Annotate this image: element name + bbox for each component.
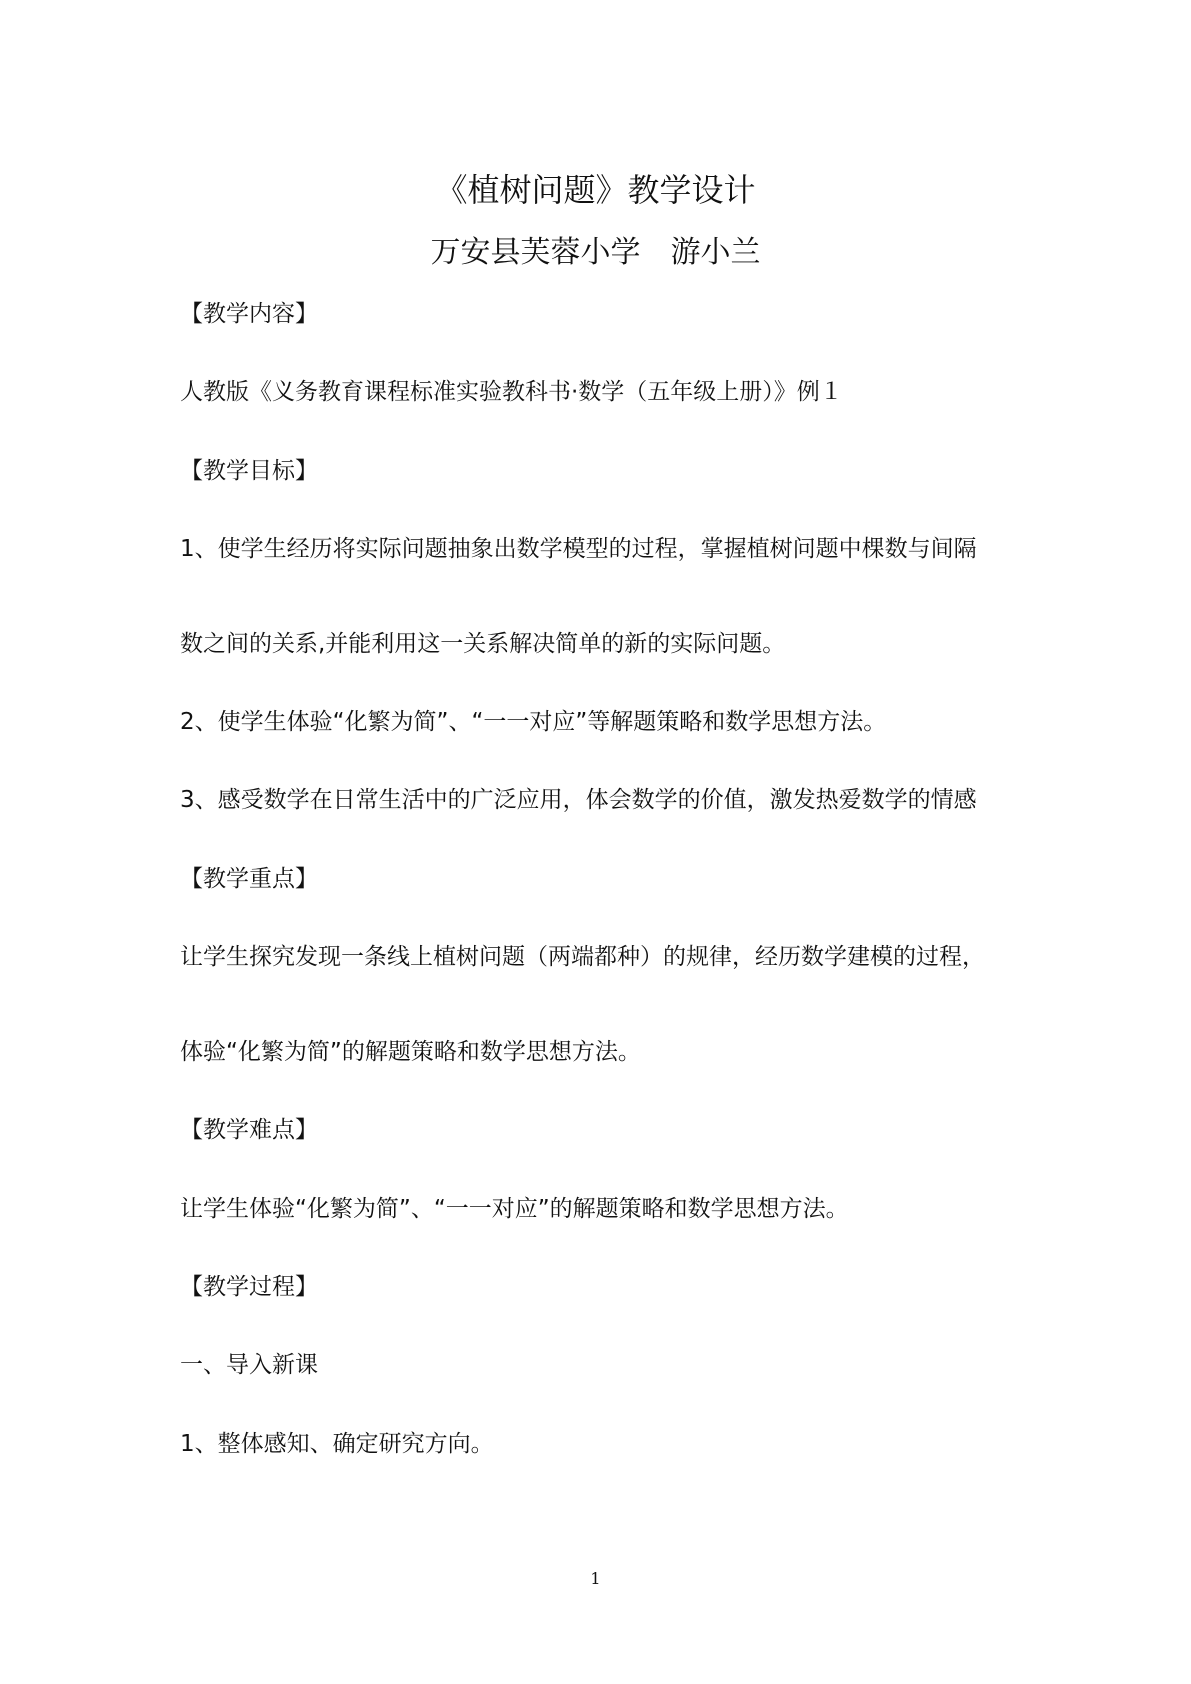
document-title: 《植树问题》教学设计 bbox=[435, 171, 756, 209]
section-heading-content: 【教学内容】 bbox=[180, 301, 318, 327]
key-points-line-2: 体验“化繁为简”的解题策略和数学思想方法。 bbox=[180, 1039, 641, 1065]
section-heading-process: 【教学过程】 bbox=[180, 1274, 318, 1300]
process-step-1: 1、整体感知、确定研究方向。 bbox=[180, 1431, 494, 1457]
goal-1-line-1: 1、使学生经历将实际问题抽象出数学模型的过程，掌握植树问题中棵数与间隔 bbox=[180, 536, 977, 562]
content-text: 人教版《义务教育课程标准实验教科书·数学（五年级上册）》例１ bbox=[180, 379, 843, 405]
section-heading-key-points: 【教学重点】 bbox=[180, 866, 318, 892]
key-points-line-1: 让学生探究发现一条线上植树问题（两端都种）的规律，经历数学建模的过程， bbox=[180, 944, 985, 970]
section-heading-goals: 【教学目标】 bbox=[180, 458, 318, 484]
page-number: 1 bbox=[590, 1569, 601, 1588]
section-heading-difficulties: 【教学难点】 bbox=[180, 1117, 318, 1143]
author-line: 万安县芙蓉小学 游小兰 bbox=[430, 235, 761, 270]
goal-2: 2、使学生体验“化繁为简”、“一一对应”等解题策略和数学思想方法。 bbox=[180, 709, 887, 735]
goal-3: 3、感受数学在日常生活中的广泛应用，体会数学的价值，激发热爱数学的情感 bbox=[180, 787, 977, 813]
process-part-1: 一、导入新课 bbox=[180, 1352, 318, 1378]
goal-1-line-2: 数之间的关系,并能利用这一关系解决简单的新的实际问题。 bbox=[180, 631, 786, 657]
difficulties-text: 让学生体验“化繁为简”、“一一对应”的解题策略和数学思想方法。 bbox=[180, 1196, 849, 1222]
